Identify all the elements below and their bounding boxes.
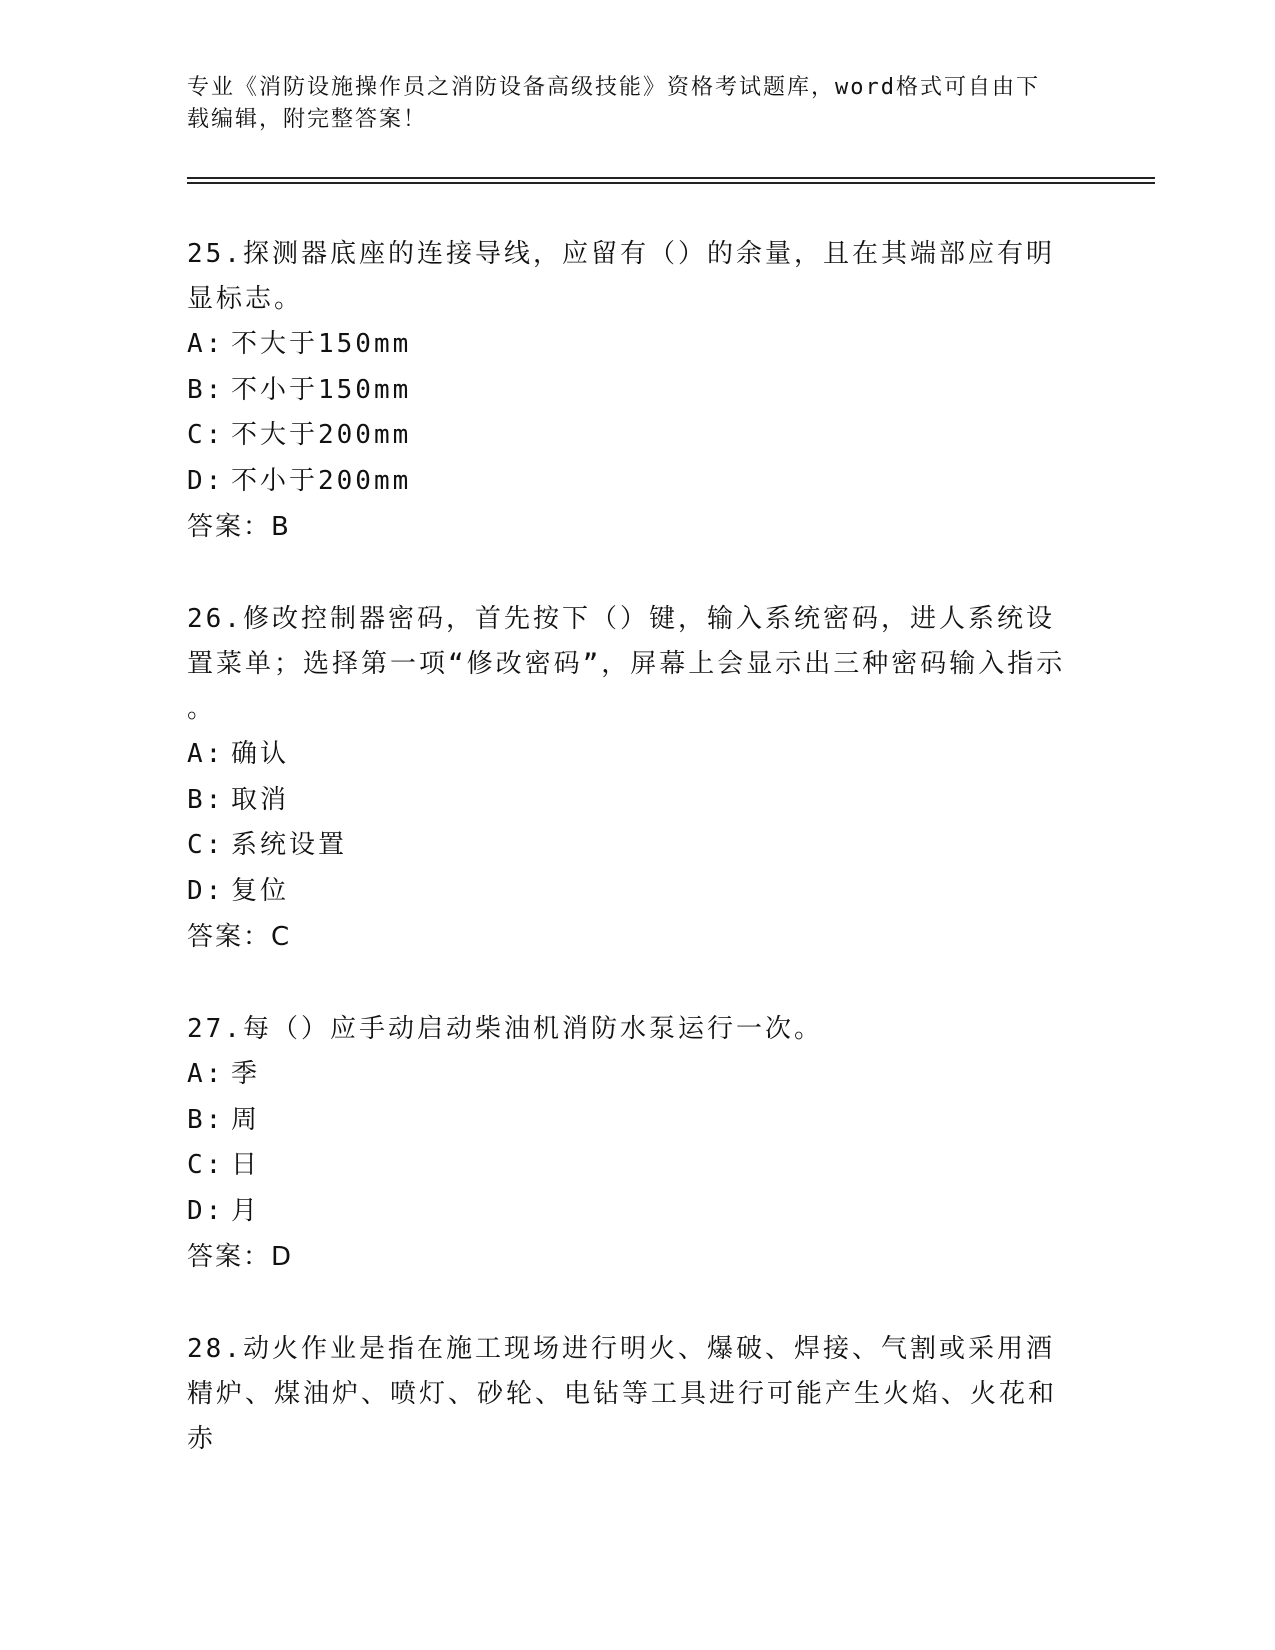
- option-d: [187, 459, 1067, 505]
- option-d: [187, 1189, 1067, 1235]
- question-stem: 27.每（）应手动启动柴油机消防水泵运行一次。: [187, 1014, 823, 1044]
- option-letter: B:: [187, 374, 225, 405]
- option-letter: C:: [187, 1150, 225, 1180]
- option-text: 复位: [231, 875, 290, 906]
- question-stem: 26.修改控制器密码，首先按下（）键，输入系统密码，进人系统设置菜单；选择第一项“修改密码”，屏幕上会显示出三种密码输入指示: [187, 604, 1066, 679]
- option-text: 不小于200mm: [231, 465, 412, 496]
- question-26: [187, 597, 1067, 960]
- header-divider-top: [187, 177, 1155, 179]
- option-c: [187, 1143, 1067, 1189]
- question-stem-tail: 。: [187, 694, 217, 724]
- option-letter: D:: [187, 875, 225, 906]
- option-b: [187, 778, 1067, 824]
- option-c: [187, 823, 1067, 869]
- answer-line: 答案：B: [187, 512, 291, 542]
- option-letter: A:: [187, 329, 225, 359]
- option-a: [187, 1052, 1067, 1098]
- option-text: 日: [231, 1150, 261, 1180]
- option-letter: B:: [187, 1104, 225, 1135]
- header-divider-bottom: [187, 182, 1155, 184]
- option-letter: C:: [187, 420, 225, 450]
- option-a: [187, 322, 1067, 368]
- option-d: [187, 869, 1067, 915]
- option-letter: D:: [187, 465, 225, 496]
- document-header: 专业《消防设施操作员之消防设备高级技能》资格考试题库，word格式可自由下载编辑，附完整答案！: [187, 75, 1040, 132]
- option-letter: C:: [187, 830, 225, 860]
- option-text: 取消: [231, 784, 290, 815]
- option-text: 确认: [231, 739, 290, 769]
- option-text: 不大于200mm: [231, 420, 412, 450]
- question-25: [187, 232, 1067, 550]
- option-text: 不大于150mm: [231, 329, 412, 359]
- option-letter: B:: [187, 784, 225, 815]
- option-c: [187, 413, 1067, 459]
- option-letter: A:: [187, 739, 225, 769]
- question-27: [187, 1007, 1067, 1280]
- option-text: 系统设置: [231, 830, 348, 860]
- question-28: [187, 1327, 1067, 1462]
- option-text: 季: [231, 1059, 261, 1089]
- option-text: 月: [231, 1195, 261, 1226]
- question-stem: 28.动火作业是指在施工现场进行明火、爆破、焊接、气割或采用酒精炉、煤油炉、喷灯、砂轮、电钻等工具进行可能产生火焰、火花和赤: [187, 1334, 1058, 1454]
- answer-line: 答案：C: [187, 922, 292, 952]
- option-letter: D:: [187, 1195, 225, 1226]
- answer-line: 答案：D: [187, 1242, 294, 1272]
- question-stem: 25.探测器底座的连接导线，应留有（）的余量，且在其端部应有明显标志。: [187, 239, 1055, 314]
- option-text: 周: [231, 1104, 261, 1135]
- option-b: [187, 368, 1067, 414]
- option-a: [187, 732, 1067, 778]
- option-letter: A:: [187, 1059, 225, 1089]
- option-b: [187, 1098, 1067, 1144]
- option-text: 不小于150mm: [231, 374, 412, 405]
